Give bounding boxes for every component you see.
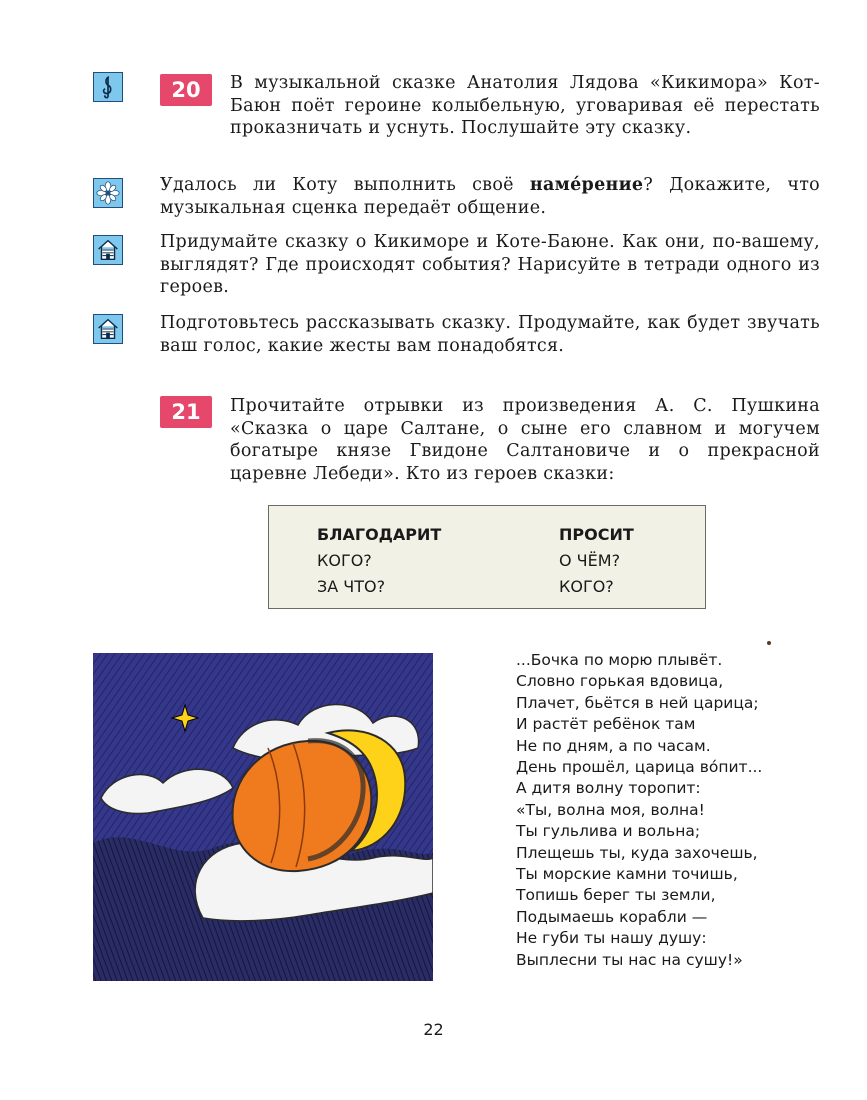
- music-treble-clef-icon: [93, 72, 123, 102]
- poem-line: Словно горькая вдовица,: [516, 672, 724, 691]
- stray-ink-dot: [767, 641, 771, 645]
- poem-line: Не по дням, а по часам.: [516, 736, 711, 755]
- keyword-namerenie: намéрение: [529, 175, 644, 195]
- poem-line: «Ты, волна моя, волна!: [516, 800, 705, 819]
- poem-line: Не губи ты нашу душу:: [516, 929, 707, 948]
- task-20-paragraph-1: В музыкальной сказке Анатолия Лядова «Кикимора» Кот-Баюн поёт героине колыбельную, уговаривая её перестать проказничать и уснуть. Послушайте эту сказку.: [230, 73, 820, 138]
- paragraph-2-text-after: ? Докажите, что музыкальная сценка передаёт общение.: [160, 175, 821, 218]
- house-icon: [93, 314, 123, 344]
- poem-line: Топишь берег ты земли,: [516, 886, 716, 905]
- poem-line: День прошёл, царица вóпит...: [516, 758, 763, 777]
- question-about-what: О ЧЁМ?: [559, 551, 621, 570]
- poem-line: Выплесни ты нас на сушу!»: [516, 950, 743, 969]
- poem: [516, 650, 762, 971]
- poem-line: Ты морские камни точишь,: [516, 865, 738, 884]
- task-20-paragraph-3: Придумайте сказку о Кикиморе и Коте-Баюне. Как они, по-вашему, выглядят? Где происходят события? Нарисуйте в тетради одного из героев.: [160, 232, 820, 297]
- task-21-text: Прочитайте отрывки из произведения А. С. Пушкина «Сказка о царе Салтане, о сыне его славном и могучем богатыре князе Гвидоне Салтановиче и о прекрасной царевне Лебеди». Кто из героев сказки:: [230, 396, 820, 484]
- snowflake-flower-icon: [93, 178, 123, 208]
- task-20-paragraph-4: Подготовьтесь рассказывать сказку. Продумайте, как будет звучать ваш голос, какие жесты вам понадобятся.: [160, 313, 820, 356]
- house-icon: [93, 235, 123, 265]
- question-table: [268, 505, 706, 609]
- question-whom-2: КОГО?: [559, 577, 614, 596]
- barrel-at-sea-illustration: [93, 653, 433, 981]
- task-number-21: 21: [160, 396, 212, 428]
- question-column-right: [559, 522, 634, 600]
- poem-line: Плачет, бьётся в ней царица;: [516, 693, 759, 712]
- poem-line: Плещешь ты, куда захочешь,: [516, 843, 758, 862]
- poem-line: Ты гульлива и вольна;: [516, 822, 701, 841]
- question-column-left: [317, 522, 441, 600]
- poem-line: Подымаешь корабли —: [516, 907, 708, 926]
- poem-line: И растёт ребёнок там: [516, 715, 696, 734]
- question-whom: КОГО?: [317, 551, 372, 570]
- page-number: 22: [423, 1020, 444, 1039]
- task-number-20: 20: [160, 74, 212, 106]
- question-for-what: ЗА ЧТО?: [317, 577, 386, 596]
- poem-line: ...Бочка по морю плывёт.: [516, 651, 723, 669]
- task-20-paragraph-2: [160, 174, 820, 219]
- heading-thanks: БЛАГОДАРИТ: [317, 525, 442, 544]
- poem-line: А дитя волну торопит:: [516, 779, 701, 798]
- heading-asks: ПРОСИТ: [559, 525, 634, 544]
- paragraph-2-text-before: Удалось ли Коту выполнить своё: [160, 175, 530, 195]
